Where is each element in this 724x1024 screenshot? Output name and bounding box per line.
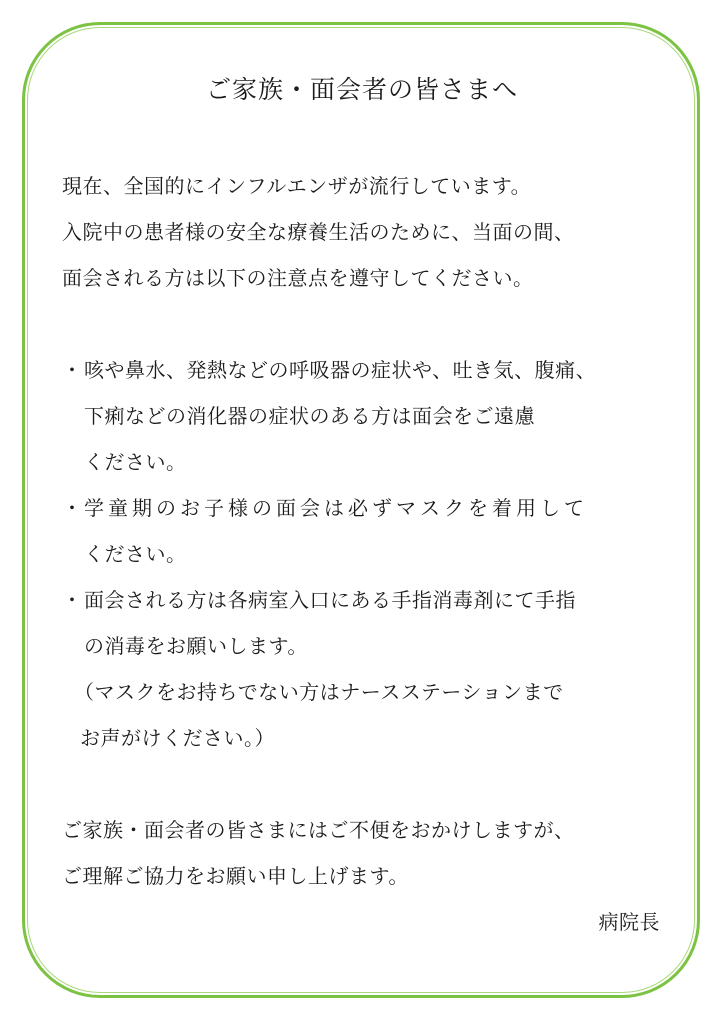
bullet-3-line-1: 面会される方は各病室入口にある手指消毒剤にて手指	[84, 588, 576, 612]
bullet-3-line-2: の消毒をお願いします。	[84, 634, 308, 658]
bullet-mark-1: ・	[62, 358, 82, 382]
intro-line-1: 現在、全国的にインフルエンザが流行しています。	[62, 174, 532, 198]
note-line-2: お声がけください。）	[80, 726, 275, 750]
bullet-1-line-3: ください。	[84, 450, 187, 474]
closing-line-1: ご家族・面会者の皆さまにはご不便をおかけしますが、	[62, 818, 575, 842]
intro-line-3: 面会される方は以下の注意点を遵守してください。	[62, 266, 534, 290]
bullet-mark-2: ・	[62, 496, 82, 520]
closing-line-2: ご理解ご協力をお願い申し上げます。	[62, 864, 409, 888]
note-line-1: （マスクをお持ちでない方はナースステーションまで	[74, 680, 564, 704]
bullet-mark-3: ・	[62, 588, 82, 612]
bullet-2-line-1: 学童期のお子様の面会は必ずマスクを着用して	[84, 496, 588, 520]
notice-title: ご家族・面会者の皆さまへ	[205, 75, 518, 104]
bullet-1-line-1: 咳や鼻水、発熱などの呼吸器の症状や、吐き気、腹痛、	[84, 358, 597, 382]
bullet-2-line-2: ください。	[84, 542, 187, 566]
signature: 病院長	[598, 910, 660, 934]
intro-line-2: 入院中の患者様の安全な療養生活のために、当面の間、	[62, 220, 575, 244]
bullet-1-line-2: 下痢などの消化器の症状のある方は面会をご遠慮	[84, 404, 535, 428]
